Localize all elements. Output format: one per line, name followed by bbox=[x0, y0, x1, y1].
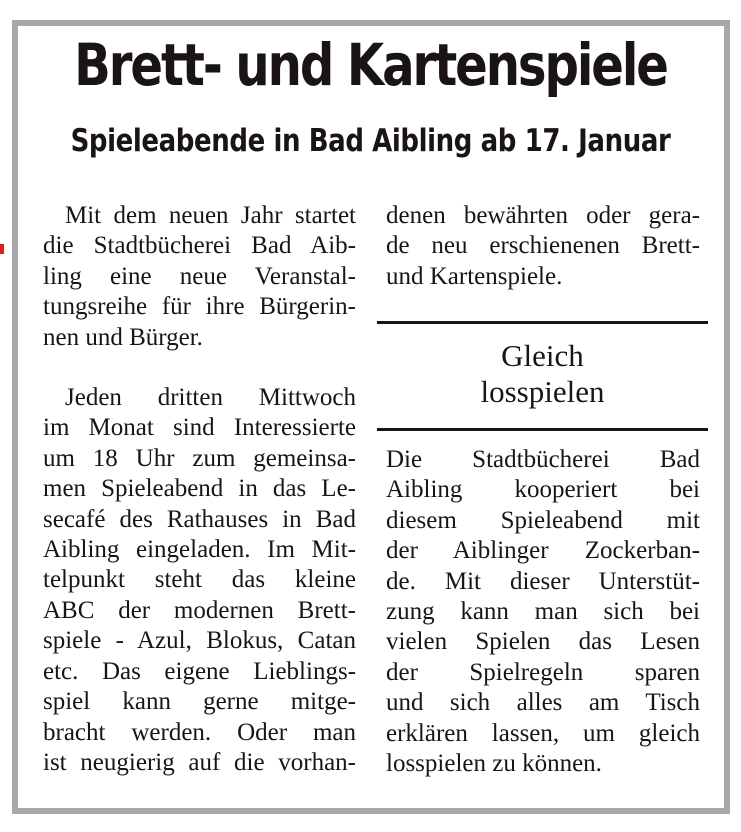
text-line: zung kann man sich bei bbox=[386, 598, 700, 626]
margin-marker bbox=[0, 244, 4, 254]
text-line: secafé des Rathauses in Bad bbox=[43, 505, 356, 533]
text-line: losspielen zu können. bbox=[386, 750, 602, 778]
text-line: spiele - Azul, Blokus, Catan bbox=[43, 627, 356, 655]
text-line: Aibling kooperiert bei bbox=[386, 476, 700, 504]
text-line: diesem Spieleabend mit bbox=[386, 506, 700, 534]
text-line: de neu erschienenen Brett- bbox=[386, 232, 700, 260]
text-line: Die Stadtbücherei Bad bbox=[386, 446, 700, 473]
text-line: etc. Das eigene Lieblings- bbox=[43, 657, 356, 685]
text-line: nen und Bürger. bbox=[43, 323, 203, 351]
text-line: der Spielregeln sparen bbox=[386, 658, 700, 686]
paragraph-1 bbox=[43, 201, 356, 353]
right-column-bottom bbox=[386, 445, 700, 779]
text-line: um 18 Uhr zum gemeinsa- bbox=[43, 444, 356, 472]
text-line: ling eine neue Veranstal- bbox=[43, 262, 356, 290]
text-line: erklären lassen, um gleich bbox=[386, 719, 700, 747]
text-line: ist neugierig auf die vorhan- bbox=[43, 748, 356, 776]
text-line: tungsreihe für ihre Bürgerin- bbox=[43, 293, 356, 321]
right-column-top bbox=[386, 201, 700, 292]
left-column bbox=[43, 201, 356, 778]
text-line: spiel kann gerne mitge- bbox=[43, 688, 356, 716]
text-line: Mit dem neuen Jahr startet bbox=[65, 202, 356, 229]
text-line: ABC der modernen Brett- bbox=[43, 596, 356, 624]
paragraph-2 bbox=[43, 383, 356, 778]
text-line: men Spieleabend in das Le- bbox=[43, 475, 356, 503]
text-line: telpunkt steht das kleine bbox=[43, 566, 356, 594]
paragraph-continued bbox=[386, 201, 700, 292]
text-line: de. Mit dieser Unterstüt- bbox=[386, 567, 700, 595]
text-line: Aibling eingeladen. Im Mit- bbox=[43, 536, 356, 564]
text-line: vielen Spielen das Lesen bbox=[386, 628, 700, 656]
box-heading-bottom-rule bbox=[377, 428, 708, 431]
box-heading-line-1: Gleich bbox=[501, 338, 584, 373]
text-line: bracht werden. Oder man bbox=[43, 718, 356, 746]
box-heading-line-2: losspielen bbox=[480, 374, 605, 409]
text-line: im Monat sind Interessierte bbox=[43, 414, 356, 442]
article-headline: Brett- und Kartenspiele bbox=[74, 31, 667, 99]
box-heading-top-rule bbox=[377, 321, 708, 324]
paragraph-gap bbox=[43, 353, 356, 383]
text-line: der Aiblinger Zockerban- bbox=[386, 537, 700, 565]
article-subheadline: Spieleabende in Bad Aibling ab 17. Januar bbox=[70, 123, 671, 159]
text-line: und Kartenspiele. bbox=[386, 262, 563, 290]
text-line: denen bewährten oder gera- bbox=[386, 202, 700, 229]
text-line: und sich alles am Tisch bbox=[386, 689, 700, 717]
text-line: die Stadtbücherei Bad Aib- bbox=[43, 232, 356, 260]
text-line: Jeden dritten Mittwoch bbox=[65, 384, 356, 412]
box-heading bbox=[377, 338, 708, 410]
paragraph-3 bbox=[386, 445, 700, 779]
